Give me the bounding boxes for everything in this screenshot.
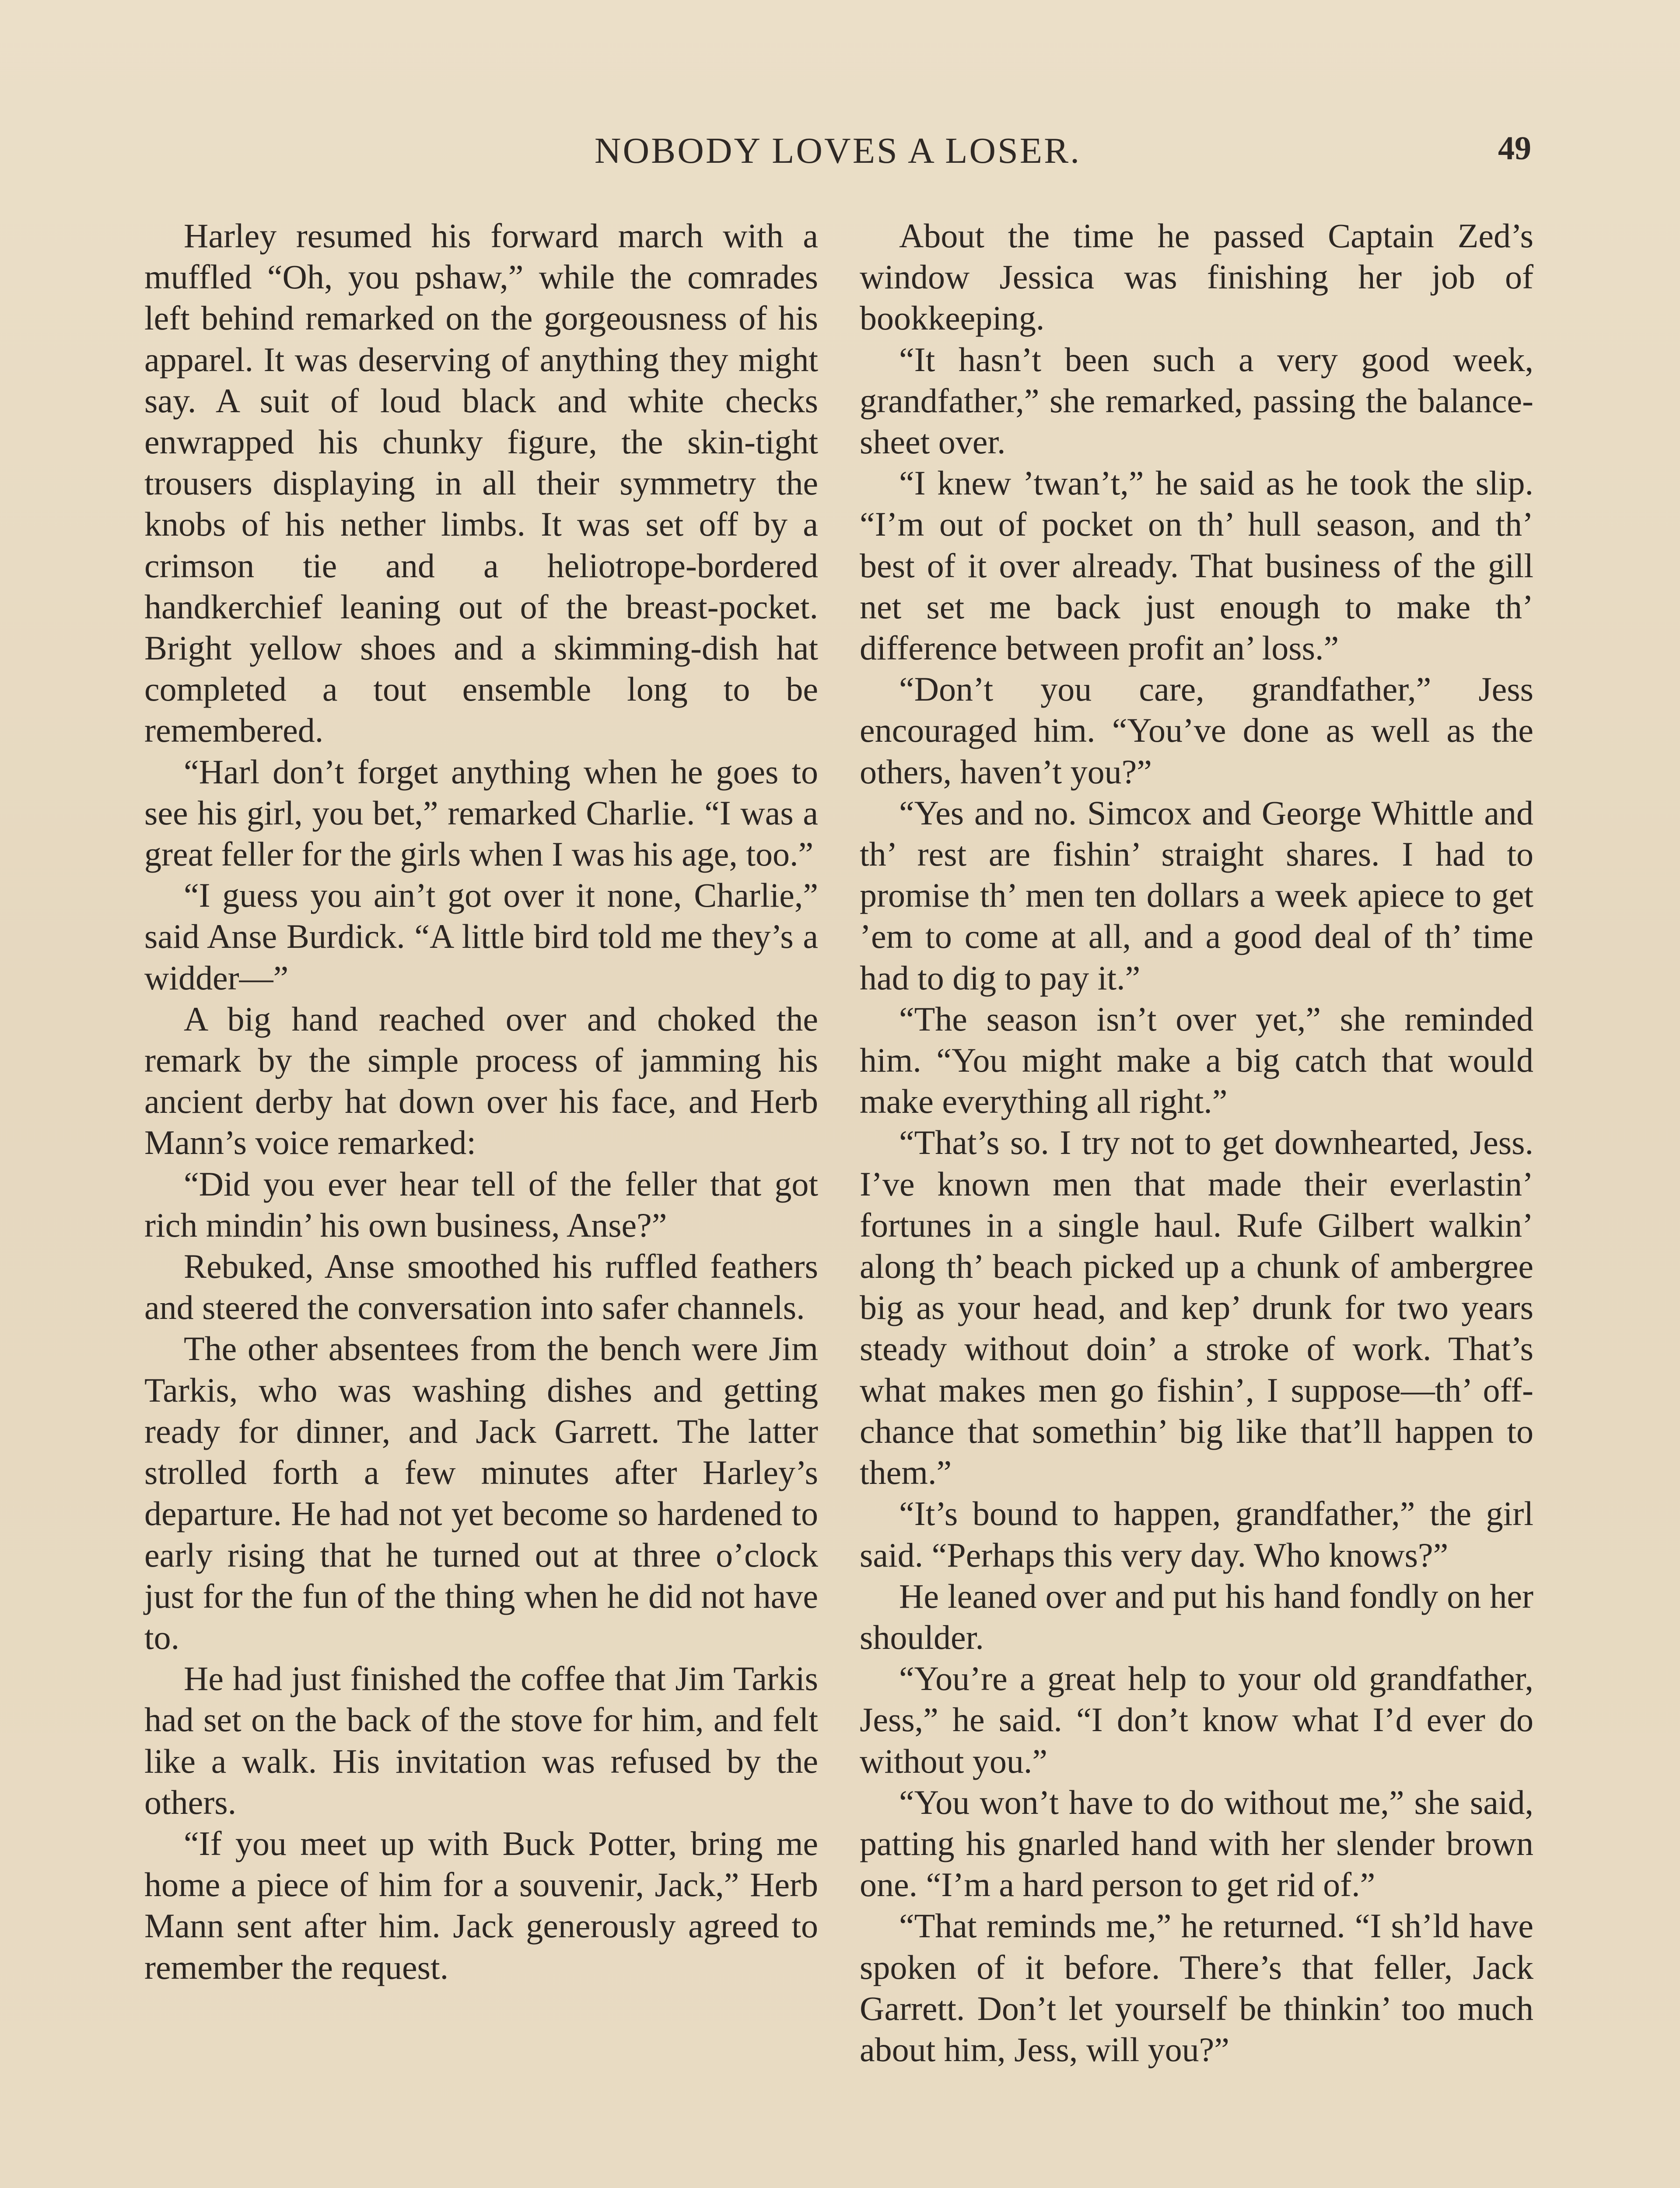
paragraph: “That reminds me,” he returned. “I sh’ld have spoken of it before. There’s that feller, Jack Garrett. Don’t let yourself be thinkin’ too much about him, Jess, will you?” (860, 1907, 1533, 2069)
right-text-column (860, 215, 1533, 2070)
paragraph: “Don’t you care, grandfather,” Jess encouraged him. “You’ve done as well as the others, haven’t you?” (860, 670, 1533, 791)
paragraph: “That’s so. I try not to get downhearted, Jess. I’ve known men that made their everlastin’ fortunes in a single haul. Rufe Gilbert walkin’ along th’ beach picked up a chunk of ambergree big as your head, and kep’ drunk for two years steady without doin’ a stroke of work. That’s what makes men go fishin’, I suppose—th’ off-chance that somethin’ big like that’ll happen to them.” (860, 1123, 1533, 1492)
paragraph: “The season isn’t over yet,” she reminded him. “You might make a big catch that would make everything all right.” (860, 999, 1533, 1121)
paragraph: “I guess you ain’t got over it none, Charlie,” said Anse Burdick. “A little bird told me they’s a widder—” (144, 876, 818, 997)
paragraph: “You won’t have to do without me,” she said, patting his gnarled hand with her slender brown one. “I’m a hard person to get rid of.” (860, 1783, 1533, 1904)
page-header (144, 130, 1531, 182)
paragraph: A big hand reached over and choked the remark by the simple process of jamming his ancient derby hat down over his face, and Herb Mann’s voice remarked: (144, 999, 818, 1162)
paragraph: “I knew ’twan’t,” he said as he took the slip. “I’m out of pocket on th’ hull season, and th’ best of it over already. That business of the gill net set me back just enough to make th’ difference between profit an’ loss.” (860, 464, 1533, 667)
paragraph: He leaned over and put his hand fondly on her shoulder. (860, 1577, 1533, 1656)
running-head: NOBODY LOVES A LOSER. (594, 130, 1082, 171)
left-text-column (144, 215, 818, 1988)
paragraph: He had just finished the coffee that Jim Tarkis had set on the back of the stove for him, and felt like a walk. His invitation was refused by the others. (144, 1659, 818, 1821)
page-number: 49 (1498, 130, 1531, 167)
paragraph: “If you meet up with Buck Potter, bring me home a piece of him for a souvenir, Jack,” Herb Mann sent after him. Jack generously agreed to remember the request. (144, 1824, 818, 1986)
paragraph: Harley resumed his forward march with a muffled “Oh, you pshaw,” while the comrades left behind remarked on the gorgeousness of his apparel. It was deserving of anything they might say. A suit of loud black and white checks enwrapped his chunky figure, the skin-tight trousers displaying in all their symmetry the knobs of his nether limbs. It was set off by a crimson tie and a heliotrope-bordered handkerchief leaning out of the breast-pocket. Bright yellow shoes and a skimming-dish hat completed a tout ensemble long to be remembered. (144, 217, 818, 750)
paragraph: “Did you ever hear tell of the feller that got rich mindin’ his own business, Anse?” (144, 1164, 818, 1244)
paragraph: “Yes and no. Simcox and George Whittle and th’ rest are fishin’ straight shares. I had to promise th’ men ten dollars a week apiece to get ’em to come at all, and a good deal of th’ time had to dig to pay it.” (860, 793, 1533, 997)
paragraph: “It’s bound to happen, grandfather,” the girl said. “Perhaps this very day. Who knows?” (860, 1494, 1533, 1574)
paragraph: “You’re a great help to your old grandfather, Jess,” he said. “I don’t know what I’d ever do without you.” (860, 1659, 1533, 1780)
paragraph: “Harl don’t forget anything when he goes to see his girl, you bet,” remarked Charlie. “I was a great feller for the girls when I was his age, too.” (144, 752, 818, 873)
paragraph: “It hasn’t been such a very good week, grandfather,” she remarked, passing the balance-sheet over. (860, 340, 1533, 461)
paragraph: The other absentees from the bench were Jim Tarkis, who was washing dishes and getting ready for dinner, and Jack Garrett. The latter strolled forth a few minutes after Harley’s departure. He had not yet become so hardened to early rising that he turned out at three o’clock just for the fun of the thing when he did not have to. (144, 1329, 818, 1656)
paragraph: Rebuked, Anse smoothed his ruffled feathers and steered the conversation into safer channels. (144, 1247, 818, 1327)
paragraph: About the time he passed Captain Zed’s window Jessica was finishing her job of bookkeeping. (860, 217, 1533, 337)
